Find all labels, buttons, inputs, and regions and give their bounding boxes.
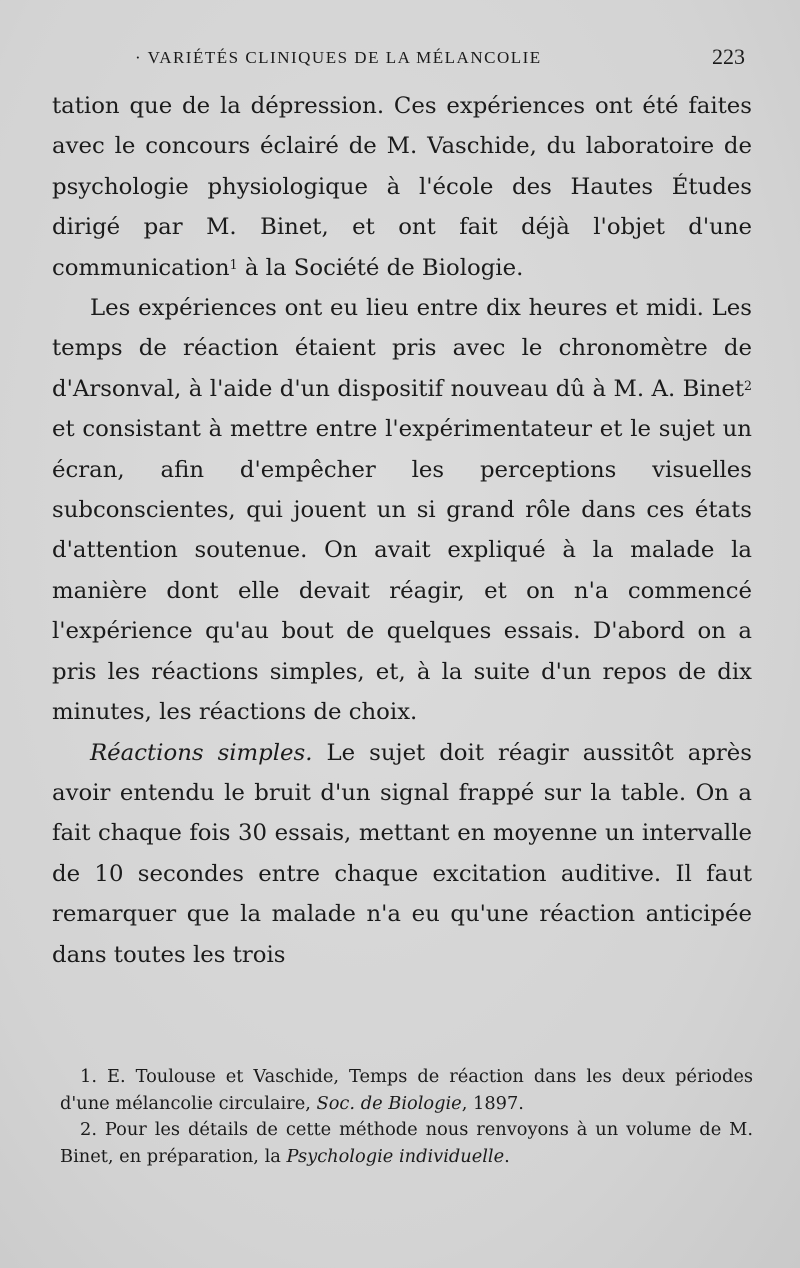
footnote-1-text: 1. E. Toulouse et Vaschide, Temps de réaction dans les deux périodes d'une mélancolie circulaire, [60,1066,753,1114]
footnote-2-end: . [504,1145,510,1167]
paragraph-2-end: et consistant à mettre entre l'expérimentateur et le sujet un écran, afin d'empêcher les perceptions visuelles subconscientes, qui jouent un si grand rôle dans ces états d'attention soutenue. On avait expliqué à la malade la manière dont elle devait réagir, et on n'a commencé l'expérience qu'au bout de quelques essais. D'abord on a pris les réactions simples, et, à la suite d'un repos de dix minutes, les réactions de choix. [52,416,752,726]
footnote-ref-2: 2 [744,378,752,394]
section-heading-reactions-simples: Réactions simples. [90,739,313,766]
footnote-1-end: , 1897. [461,1092,524,1114]
running-title: · VARIÉTÉS CLINIQUES DE LA MÉLANCOLIE [135,48,542,67]
footnote-1-source: Soc. de Biologie [316,1092,462,1114]
footnote-2-text: 2. Pour les détails de cette méthode nous renvoyons à un volume de M. Binet, en préparation, la [60,1119,753,1167]
footnote-ref-1: 1 [229,256,238,272]
footnotes [60,1064,753,1170]
footnote-2 [60,1117,753,1170]
paragraph-2-text: Les expériences ont eu lieu entre dix heures et midi. Les temps de réaction étaient pris avec le chronomètre de d'Arsonval, à l'aide d'un dispositif nouveau dû à M. A. Binet [52,295,752,402]
paragraph-2 [52,288,752,732]
main-text [52,86,752,975]
paragraph-3-text: Le sujet doit réagir aussitôt après avoir entendu le bruit d'un signal frappé sur la table. On a fait chaque fois 30 essais, mettant en moyenne un intervalle de 10 secondes entre chaque excitation auditive. Il faut remarquer que la malade n'a eu qu'une réaction anticipée dans toutes les trois [52,739,752,968]
footnote-1 [60,1064,753,1117]
footnote-2-title: Psychologie individuelle [286,1145,505,1167]
running-head [135,44,745,74]
paragraph-1-text: tation que de la dépression. Ces expériences ont été faites avec le concours éclairé de M. Vaschide, du laboratoire de psychologie physiologique à l'école des Hautes Études dirigé par M. Binet, et ont fait déjà l'objet d'une communication [52,93,752,281]
page-number: 223 [712,44,745,69]
paragraph-1-end: à la Société de Biologie. [237,254,524,281]
paragraph-3 [52,733,752,975]
paragraph-1 [52,86,752,288]
